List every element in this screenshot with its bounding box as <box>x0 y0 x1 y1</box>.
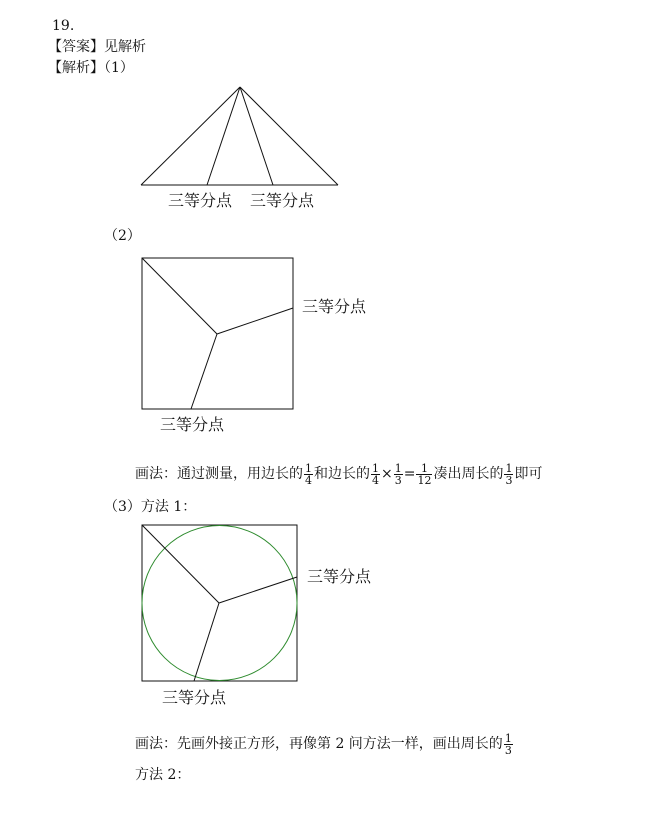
square2-label-right: 三等分点 <box>307 567 372 586</box>
fraction-numerator: 1 <box>416 463 432 475</box>
answer-line: 【答案】见解析 <box>48 39 146 55</box>
square-segment-right <box>217 308 293 334</box>
fraction-numerator: 1 <box>394 461 402 475</box>
square1-label-bottom: 三等分点 <box>160 415 225 434</box>
fraction-numerator: 1 <box>372 461 379 475</box>
method-text-mid: 和边长的 <box>314 466 370 482</box>
fraction-one-quarter <box>304 463 313 486</box>
fraction-denominator: 3 <box>504 743 512 757</box>
method-text-middle2: 凑出周长的 <box>433 466 504 482</box>
triangle-right-side <box>240 87 338 185</box>
fraction-numerator: 1 <box>504 731 512 745</box>
times-sign: × <box>381 466 393 482</box>
method-text-suffix: 即可 <box>514 466 543 482</box>
inscribed-circle <box>142 526 297 681</box>
triangle-inner-line-left <box>207 87 240 185</box>
square2-label-bottom: 三等分点 <box>162 688 227 707</box>
fraction-denominator: 3 <box>394 473 402 487</box>
triangle-inner-line-right <box>240 87 273 185</box>
part2-method-line <box>135 458 542 490</box>
part3-heading: （3）方法 1： <box>104 499 197 515</box>
fraction-one-twelfth <box>416 463 432 486</box>
square2-segment-bottom <box>194 603 219 681</box>
square2-segment-right <box>219 577 297 603</box>
part3-method-line <box>135 728 514 760</box>
fraction-numerator: 1 <box>505 461 513 475</box>
fraction-one-quarter-2 <box>371 463 380 486</box>
fraction-denominator: 4 <box>372 473 379 487</box>
method2-heading: 方法 2： <box>135 767 191 783</box>
fraction-one-third-3 <box>504 733 513 756</box>
fraction-one-third-2 <box>504 463 513 486</box>
square2-segment-corner <box>142 525 219 603</box>
fraction-denominator: 4 <box>305 473 312 487</box>
square-segment-bottom <box>191 334 217 409</box>
triangle-label-left: 三等分点 <box>168 191 233 210</box>
square1-label-right: 三等分点 <box>302 297 367 316</box>
method3-text-prefix: 画法：先画外接正方形，再像第 2 问方法一样，画出周长的 <box>135 736 503 752</box>
square-outline-2 <box>142 525 297 681</box>
method-text-prefix: 画法：通过测量，用边长的 <box>135 466 303 482</box>
fraction-denominator: 12 <box>417 473 432 487</box>
fraction-one-third <box>394 463 403 486</box>
square-segment-corner <box>142 258 217 334</box>
question-number: 19. <box>52 18 75 34</box>
equals-sign: = <box>403 466 416 482</box>
analysis-line: 【解析】（1） <box>48 60 134 76</box>
triangle-label-right: 三等分点 <box>250 191 315 210</box>
part2-heading: （2） <box>104 228 141 244</box>
square-outline <box>142 258 293 409</box>
triangle-left-side <box>141 87 240 185</box>
fraction-numerator: 1 <box>305 461 312 475</box>
fraction-denominator: 3 <box>505 473 513 487</box>
